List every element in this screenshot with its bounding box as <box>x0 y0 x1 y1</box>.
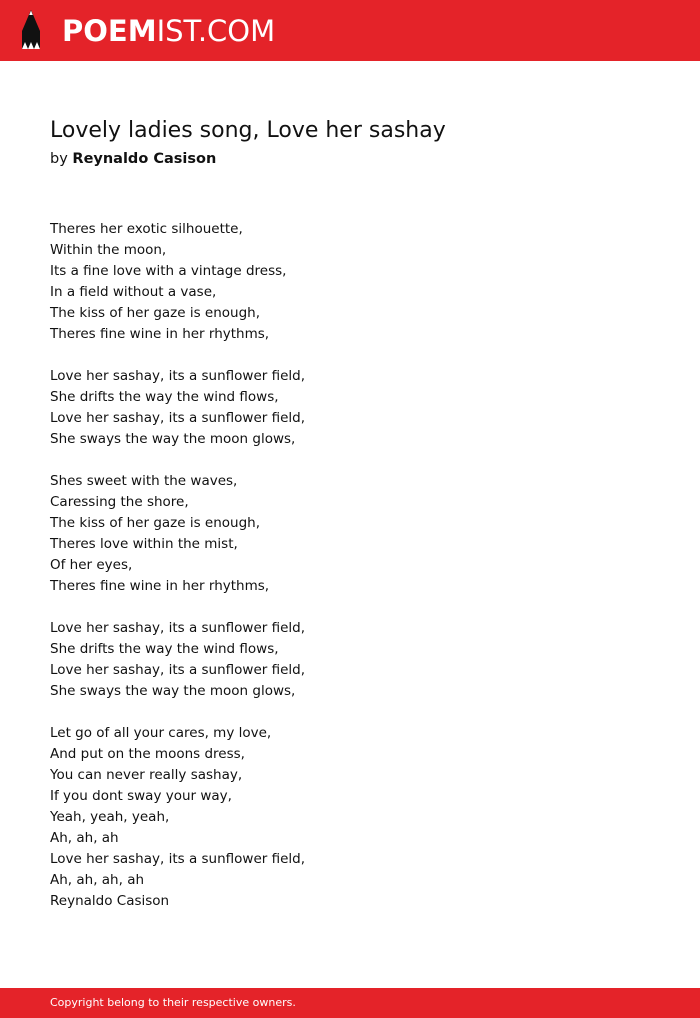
poem-title: Lovely ladies song, Love her sashay <box>50 118 446 143</box>
poem-line: The kiss of her gaze is enough, <box>50 515 261 531</box>
poem-line: She drifts the way the wind flows, <box>50 641 279 657</box>
poem-stanza <box>50 366 650 450</box>
poem-line: She sways the way the moon glows, <box>50 431 296 447</box>
poem-byline <box>50 148 216 170</box>
poem-line: In a field without a vase, <box>50 284 217 300</box>
by-label: by <box>50 151 68 167</box>
poem-line: Yeah, yeah, yeah, <box>50 809 170 825</box>
site-header <box>0 0 700 61</box>
poem-line: Love her sashay, its a sunflower field, <box>50 851 306 867</box>
site-footer <box>0 988 700 1018</box>
poem-line: Theres fine wine in her rhythms, <box>50 578 270 594</box>
poem-line: Love her sashay, its a sunflower field, <box>50 368 306 384</box>
logo-light-text: IST.COM <box>156 14 276 48</box>
poem-line: You can never really sashay, <box>50 767 243 783</box>
poem-line: Love her sashay, its a sunflower field, <box>50 662 306 678</box>
logo-wordmark <box>62 9 275 53</box>
poem-line: Theres her exotic silhouette, <box>50 221 243 237</box>
poem-line: And put on the moons dress, <box>50 746 245 762</box>
poem-stanza <box>50 723 650 912</box>
logo-bold-text: POEM <box>62 14 157 48</box>
poem-stanza <box>50 219 650 345</box>
pencil-icon <box>17 9 45 53</box>
poem-line: Let go of all your cares, my love, <box>50 725 272 741</box>
poem-body <box>50 219 650 933</box>
poem-line: She drifts the way the wind flows, <box>50 389 279 405</box>
poem-line: Theres love within the mist, <box>50 536 238 552</box>
site-logo[interactable] <box>17 9 275 53</box>
poem-line: If you dont sway your way, <box>50 788 232 804</box>
poem-line: Its a fine love with a vintage dress, <box>50 263 287 279</box>
poem-line: She sways the way the moon glows, <box>50 683 296 699</box>
poem-line: Love her sashay, its a sunflower field, <box>50 620 306 636</box>
poem-line: Reynaldo Casison <box>50 893 170 909</box>
poem-line: Love her sashay, its a sunflower field, <box>50 410 306 426</box>
poem-line: The kiss of her gaze is enough, <box>50 305 261 321</box>
poem-line: Shes sweet with the waves, <box>50 473 238 489</box>
poem-line: Within the moon, <box>50 242 167 258</box>
author-name[interactable]: Reynaldo Casison <box>72 151 217 167</box>
poem-line: Ah, ah, ah <box>50 830 119 846</box>
copyright-notice: Copyright belong to their respective owners. <box>50 996 296 1009</box>
poem-stanza <box>50 618 650 702</box>
poem-stanza <box>50 471 650 597</box>
poem-line: Of her eyes, <box>50 557 133 573</box>
poem-line: Caressing the shore, <box>50 494 189 510</box>
poem-line: Theres fine wine in her rhythms, <box>50 326 270 342</box>
poem-line: Ah, ah, ah, ah <box>50 872 145 888</box>
